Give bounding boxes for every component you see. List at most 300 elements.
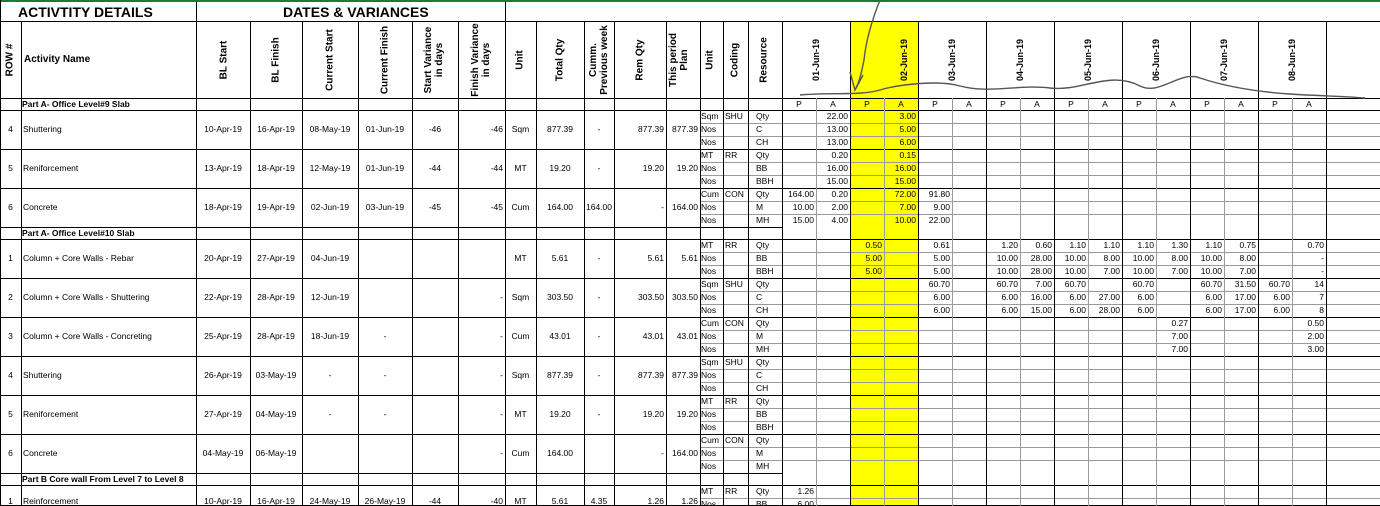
col-header-current-finish: Current Finish (379, 25, 391, 95)
qty-cell: 60.70 (1132, 279, 1154, 289)
subrow-coding: CON (725, 435, 744, 445)
qty-cell: - (1321, 253, 1324, 263)
col-header-total-qty: Total Qty (554, 38, 566, 82)
qty-cell: 6.00 (1001, 305, 1018, 315)
grid-line (700, 369, 1380, 370)
activity-finish_var: -40 (490, 496, 503, 506)
activity-bl_start: 10-Apr-19 (204, 124, 242, 134)
qty-cell: 6.00 (899, 137, 916, 147)
date-header-05-Jun-19: 05-Jun-19 (1083, 38, 1093, 82)
qty-cell: 14 (1314, 279, 1324, 289)
grid-line (0, 356, 700, 357)
activity-total: 303.50 (547, 292, 573, 302)
qty-cell: 5.00 (933, 253, 950, 263)
activity-cur_finish: 01-Jun-19 (365, 163, 405, 173)
activity-cur_start: 08-May-19 (309, 124, 351, 134)
grid-line (0, 21, 1380, 22)
subrow-resource: CH (756, 383, 769, 393)
qty-cell: 3.00 (899, 111, 916, 121)
actual-header: A (898, 99, 904, 109)
subrow-unit: Nos (701, 370, 717, 380)
qty-cell: 15.00 (792, 215, 814, 225)
grid-line (0, 395, 700, 396)
grid-line (700, 382, 1380, 383)
activity-total: 43.01 (549, 331, 571, 341)
qty-cell: 164.00 (788, 189, 814, 199)
qty-cell: 10.00 (894, 215, 916, 225)
activity-unit: Sqm (511, 124, 530, 134)
activity-unit: MT (514, 409, 527, 419)
subrow-resource: Qty (756, 240, 770, 250)
subrow-resource: CH (756, 137, 769, 147)
activity-total: 5.61 (551, 253, 569, 263)
grid-line (0, 317, 700, 318)
grid-line (358, 21, 359, 506)
section-title: Part A- Office Level#10 Slab (22, 228, 135, 238)
activity-period: 303.50 (672, 292, 698, 302)
activity-bl_finish: 27-Apr-19 (257, 253, 295, 263)
qty-cell: 22.00 (928, 215, 950, 225)
grid-line (700, 343, 1380, 344)
activity-unit: Sqm (511, 292, 530, 302)
qty-cell: 7.00 (1171, 344, 1188, 354)
activity-unit: MT (514, 253, 527, 263)
qty-cell: 0.50 (1307, 318, 1324, 328)
qty-cell: 0.20 (831, 189, 848, 199)
grid-line (0, 434, 700, 435)
subrow-resource: M (756, 331, 764, 341)
qty-cell: 0.60 (1035, 240, 1052, 250)
grid-line (700, 317, 1380, 318)
col-header-finish-variance: Finish Variance in days (470, 23, 492, 97)
subrow-coding: SHU (725, 279, 743, 289)
grid-line (666, 21, 667, 506)
activity-cur_start: 02-Jun-19 (310, 202, 350, 212)
grid-line (1326, 21, 1327, 506)
qty-cell: 8.00 (1103, 253, 1120, 263)
col-header-this-period-plan: This period Plan (668, 33, 690, 87)
qty-cell: 27.00 (1098, 292, 1120, 302)
grid-line (918, 21, 919, 506)
activity-period: 877.39 (672, 370, 698, 380)
qty-cell: 2.00 (1307, 331, 1324, 341)
qty-cell: 6.00 (1205, 292, 1222, 302)
subrow-resource: Qty (756, 396, 770, 406)
subrow-unit: Nos (701, 266, 717, 276)
activity-bl_start: 25-Apr-19 (204, 331, 242, 341)
subrow-unit: Sqm (701, 111, 719, 121)
qty-cell: 15.00 (894, 176, 916, 186)
qty-cell: 0.61 (933, 240, 950, 250)
qty-cell: 15.00 (826, 176, 848, 186)
activity-bl_finish: 16-Apr-19 (257, 496, 295, 506)
qty-cell: 10.00 (1064, 253, 1086, 263)
grid-line (196, 2, 197, 21)
activity-rem: 19.20 (642, 163, 664, 173)
qty-cell: 6.00 (1273, 305, 1290, 315)
activity-name: Concrete (23, 448, 58, 458)
subrow-resource: M (756, 448, 764, 458)
subrow-resource: BBH (756, 266, 774, 276)
qty-cell: 2.00 (831, 202, 848, 212)
qty-cell: 0.27 (1171, 318, 1188, 328)
activity-unit: MT (514, 496, 527, 506)
grid-line (1156, 98, 1157, 506)
date-header-07-Jun-19: 07-Jun-19 (1219, 38, 1229, 82)
actual-header: A (1170, 99, 1176, 109)
qty-cell: 7.00 (1171, 266, 1188, 276)
activity-name: Shuttering (23, 124, 62, 134)
date-header-01-Jun-19: 01-Jun-19 (811, 38, 821, 82)
qty-cell: 8 (1319, 305, 1324, 315)
title-dates-variances: DATES & VARIANCES (283, 4, 429, 20)
activity-cumm: 164.00 (586, 202, 612, 212)
qty-cell: 28.00 (1030, 253, 1052, 263)
grid-line (584, 21, 585, 506)
qty-cell: 22.00 (826, 111, 848, 121)
qty-cell: 10.00 (1200, 253, 1222, 263)
qty-cell: 5.00 (865, 266, 882, 276)
qty-cell: 60.70 (996, 279, 1018, 289)
col-header-cumm-previous-week: Cumm. Previous week (588, 25, 610, 95)
activity-cumm: - (597, 331, 601, 341)
activity-bl_start: 20-Apr-19 (204, 253, 242, 263)
activity-finish_var: - (500, 331, 503, 341)
actual-header: A (1306, 99, 1312, 109)
grid-line (1122, 21, 1123, 506)
qty-cell: 7.00 (1035, 279, 1052, 289)
actual-header: A (966, 99, 972, 109)
subrow-resource: Qty (756, 435, 770, 445)
activity-cur_finish: - (383, 409, 387, 419)
activity-bl_finish: 06-May-19 (255, 448, 297, 458)
subrow-unit: Nos (701, 137, 717, 147)
qty-cell: 28.00 (1030, 266, 1052, 276)
activity-unit: Sqm (511, 370, 530, 380)
subrow-coding: SHU (725, 357, 743, 367)
activity-unit: Cum (511, 331, 530, 341)
qty-cell: 7.00 (1171, 331, 1188, 341)
plan-header: P (1136, 99, 1142, 109)
grid-line (0, 278, 700, 279)
activity-total: 5.61 (551, 496, 569, 506)
grid-line (1088, 98, 1089, 506)
activity-total: 877.39 (547, 370, 573, 380)
subrow-coding: SHU (725, 111, 743, 121)
activity-finish_var: -46 (490, 124, 503, 134)
activity-total: 164.00 (547, 448, 573, 458)
subrow-unit: MT (701, 150, 714, 160)
col-header-unit: Unit (514, 50, 526, 70)
qty-cell: 4.00 (831, 215, 848, 225)
subrow-unit: Nos (701, 331, 717, 341)
grid-line (884, 98, 885, 506)
qty-cell: 0.70 (1307, 240, 1324, 250)
subrow-unit: Nos (701, 383, 717, 393)
grid-line (536, 21, 537, 506)
actual-header: A (1034, 99, 1040, 109)
grid-line (700, 447, 1380, 448)
grid-line (700, 460, 1380, 461)
activity-finish_var: - (500, 409, 503, 419)
grid-line (250, 21, 251, 506)
qty-cell: 10.00 (1132, 253, 1154, 263)
plan-header: P (864, 99, 870, 109)
qty-cell: 6.00 (933, 305, 950, 315)
subrow-resource: BB (756, 163, 768, 173)
qty-cell: 16.00 (1030, 292, 1052, 302)
qty-cell: 0.75 (1239, 240, 1256, 250)
activity-cur_start: 12-Jun-19 (310, 292, 350, 302)
subrow-resource: Qty (756, 486, 770, 496)
subrow-unit: Cum (701, 318, 719, 328)
activity-cur_finish: 26-May-19 (364, 496, 406, 506)
subrow-unit: Nos (701, 305, 717, 315)
activity-cur_start: - (328, 370, 332, 380)
subrow-resource: MH (756, 461, 770, 471)
activity-cumm: - (597, 163, 601, 173)
qty-cell: 0.20 (831, 150, 848, 160)
date-header-02-Jun-19: 02-Jun-19 (899, 38, 909, 82)
activity-name: Concrete (23, 202, 58, 212)
col-header-resource: Resource (758, 37, 770, 83)
date-header-08-Jun-19: 08-Jun-19 (1287, 38, 1297, 82)
qty-cell: 3.00 (1307, 344, 1324, 354)
activity-start_var: -45 (428, 202, 442, 212)
date-header-06-Jun-19: 06-Jun-19 (1151, 38, 1161, 82)
subrow-resource: BB (756, 409, 768, 419)
section-title: Part A- Office Level#9 Slab (22, 99, 130, 109)
plan-header: P (1272, 99, 1278, 109)
activity-bl_start: 22-Apr-19 (204, 292, 242, 302)
grid-line (1054, 21, 1055, 506)
grid-line (302, 21, 303, 506)
activity-bl_start: 27-Apr-19 (204, 409, 242, 419)
date-header-03-Jun-19: 03-Jun-19 (947, 38, 957, 82)
qty-cell: 10.00 (1064, 266, 1086, 276)
qty-cell: 7 (1319, 292, 1324, 302)
activity-bl_start: 10-Apr-19 (204, 496, 242, 506)
subrow-resource: Qty (756, 318, 770, 328)
col-header-coding: Coding (729, 42, 741, 78)
subrow-resource: BB (756, 253, 768, 263)
subrow-resource: BB (756, 499, 768, 506)
grid-line (0, 149, 700, 150)
grid-line (700, 395, 1380, 396)
activity-cumm: - (597, 370, 601, 380)
grid-line (748, 21, 749, 506)
plan-header: P (796, 99, 802, 109)
activity-bl_start: 26-Apr-19 (204, 370, 242, 380)
subrow-resource: Qty (756, 357, 770, 367)
activity-total: 877.39 (547, 124, 573, 134)
activity-rem: 5.61 (647, 253, 664, 263)
qty-cell: 6.00 (1001, 292, 1018, 302)
qty-cell: 1.26 (797, 486, 814, 496)
subrow-resource: Qty (756, 111, 770, 121)
col-header-bl-start: BL Start (218, 40, 230, 80)
grid-line (700, 330, 1380, 331)
grid-line (412, 21, 413, 506)
qty-cell: 28.00 (1098, 305, 1120, 315)
grid-line (0, 0, 1, 506)
sheet-top-border (0, 0, 1380, 2)
qty-cell: 10.00 (996, 253, 1018, 263)
activity-rem: 1.26 (647, 496, 664, 506)
activity-row: 4 (8, 370, 13, 380)
activity-row: 1 (8, 496, 13, 506)
subrow-unit: Nos (701, 163, 717, 173)
qty-cell: 7.00 (1239, 266, 1256, 276)
activity-period: 877.39 (672, 124, 698, 134)
qty-cell: 17.00 (1234, 305, 1256, 315)
activity-bl_finish: 28-Apr-19 (257, 292, 295, 302)
qty-cell: 15.00 (1030, 305, 1052, 315)
grid-line (700, 162, 1380, 163)
activity-bl_start: 13-Apr-19 (204, 163, 242, 173)
subrow-resource: Qty (756, 150, 770, 160)
activity-cur_start: - (328, 409, 332, 419)
plan-header: P (932, 99, 938, 109)
qty-cell: 8.00 (1239, 253, 1256, 263)
actual-header: A (1238, 99, 1244, 109)
qty-cell: 1.10 (1103, 240, 1120, 250)
date-header-04-Jun-19: 04-Jun-19 (1015, 38, 1025, 82)
activity-rem: 303.50 (638, 292, 664, 302)
subrow-resource: M (756, 202, 764, 212)
activity-bl_finish: 28-Apr-19 (257, 331, 295, 341)
subrow-unit: Nos (701, 499, 717, 506)
activity-finish_var: - (500, 292, 503, 302)
grid-line (723, 21, 724, 506)
activity-name: Column + Core Walls - Concreting (23, 331, 152, 341)
activity-finish_var: -45 (490, 202, 503, 212)
activity-rem: 877.39 (638, 370, 664, 380)
qty-cell: 91.80 (928, 189, 950, 199)
grid-line (1020, 98, 1021, 506)
activity-rem: - (661, 202, 664, 212)
title-activity-details: ACTIVTITY DETAILS (18, 4, 153, 20)
subrow-unit: Cum (701, 435, 719, 445)
activity-total: 19.20 (549, 409, 571, 419)
grid-line (700, 421, 1380, 422)
activity-period: 5.61 (681, 253, 698, 263)
activity-rem: 43.01 (642, 331, 664, 341)
grid-line (700, 21, 701, 506)
subrow-unit: Cum (701, 189, 719, 199)
activity-period: 43.01 (676, 331, 698, 341)
activity-cumm: 4.35 (590, 496, 608, 506)
col-header-start-variance: Start Variance in days (423, 26, 445, 94)
activity-row: 6 (8, 448, 13, 458)
grid-line (505, 2, 506, 21)
activity-name: Shuttering (23, 370, 62, 380)
activity-name: Column + Core Walls - Shuttering (23, 292, 150, 302)
activity-cumm: - (597, 292, 601, 302)
activity-bl_finish: 18-Apr-19 (257, 163, 295, 173)
activity-rem: - (661, 448, 664, 458)
qty-cell: 6.00 (1273, 292, 1290, 302)
subrow-coding: CON (725, 318, 744, 328)
activity-unit: Cum (511, 448, 530, 458)
grid-line (700, 149, 1380, 150)
activity-total: 164.00 (547, 202, 573, 212)
subrow-unit: Nos (701, 124, 717, 134)
activity-period: 164.00 (672, 448, 698, 458)
subrow-resource: Qty (756, 279, 770, 289)
qty-cell: 6.00 (933, 292, 950, 302)
grid-line (196, 21, 197, 506)
activity-bl_start: 18-Apr-19 (204, 202, 242, 212)
qty-cell: 13.00 (826, 137, 848, 147)
grid-line (1224, 98, 1225, 506)
grid-line (1258, 21, 1259, 506)
activity-rem: 19.20 (642, 409, 664, 419)
qty-cell: 6.00 (1069, 305, 1086, 315)
qty-cell: 5.00 (865, 253, 882, 263)
subrow-resource: MH (756, 344, 770, 354)
activity-cur_finish: - (383, 331, 387, 341)
subrow-coding: RR (725, 396, 738, 406)
subrow-resource: BBH (756, 422, 774, 432)
qty-cell: 10.00 (1132, 266, 1154, 276)
grid-line (0, 239, 700, 240)
col-header-row-number: ROW # (4, 43, 16, 77)
qty-cell: 5.00 (899, 124, 916, 134)
plan-header: P (1204, 99, 1210, 109)
subrow-unit: MT (701, 240, 714, 250)
qty-cell: 1.30 (1171, 240, 1188, 250)
grid-line (0, 188, 700, 189)
grid-line (782, 21, 783, 506)
activity-start_var: -44 (428, 496, 442, 506)
subrow-unit: Nos (701, 344, 717, 354)
grid-line (700, 123, 1380, 124)
section-title: Part B Core wall From Level 7 to Level 8 (22, 474, 184, 484)
qty-cell: 10.00 (1200, 266, 1222, 276)
qty-cell: 1.10 (1137, 240, 1154, 250)
qty-cell: 72.00 (894, 189, 916, 199)
qty-cell: 7.00 (1103, 266, 1120, 276)
activity-row: 3 (8, 331, 13, 341)
col-header-bl-finish: BL Finish (270, 37, 282, 83)
col-header-current-start: Current Start (324, 29, 336, 91)
activity-cur_finish: - (383, 370, 387, 380)
grid-line (458, 21, 459, 506)
subrow-unit: MT (701, 486, 714, 496)
activity-cumm: - (597, 409, 601, 419)
activity-finish_var: - (500, 370, 503, 380)
grid-line (1190, 21, 1191, 506)
activity-bl_finish: 04-May-19 (255, 409, 297, 419)
grid-line (700, 175, 1380, 176)
activity-cur_start: 18-Jun-19 (310, 331, 350, 341)
activity-unit: MT (514, 163, 527, 173)
subrow-resource: C (756, 370, 763, 380)
qty-cell: 17.00 (1234, 292, 1256, 302)
activity-cur_start: 04-Jun-19 (310, 253, 350, 263)
activity-cumm: - (597, 253, 601, 263)
qty-cell: 60.70 (1268, 279, 1290, 289)
subrow-resource: C (756, 292, 763, 302)
subrow-unit: Nos (701, 461, 717, 471)
activity-cumm: - (597, 124, 601, 134)
subrow-unit: Nos (701, 292, 717, 302)
subrow-unit: MT (701, 396, 714, 406)
subrow-unit: Sqm (701, 279, 719, 289)
activity-finish_var: -44 (490, 163, 503, 173)
qty-cell: 0.50 (865, 240, 882, 250)
